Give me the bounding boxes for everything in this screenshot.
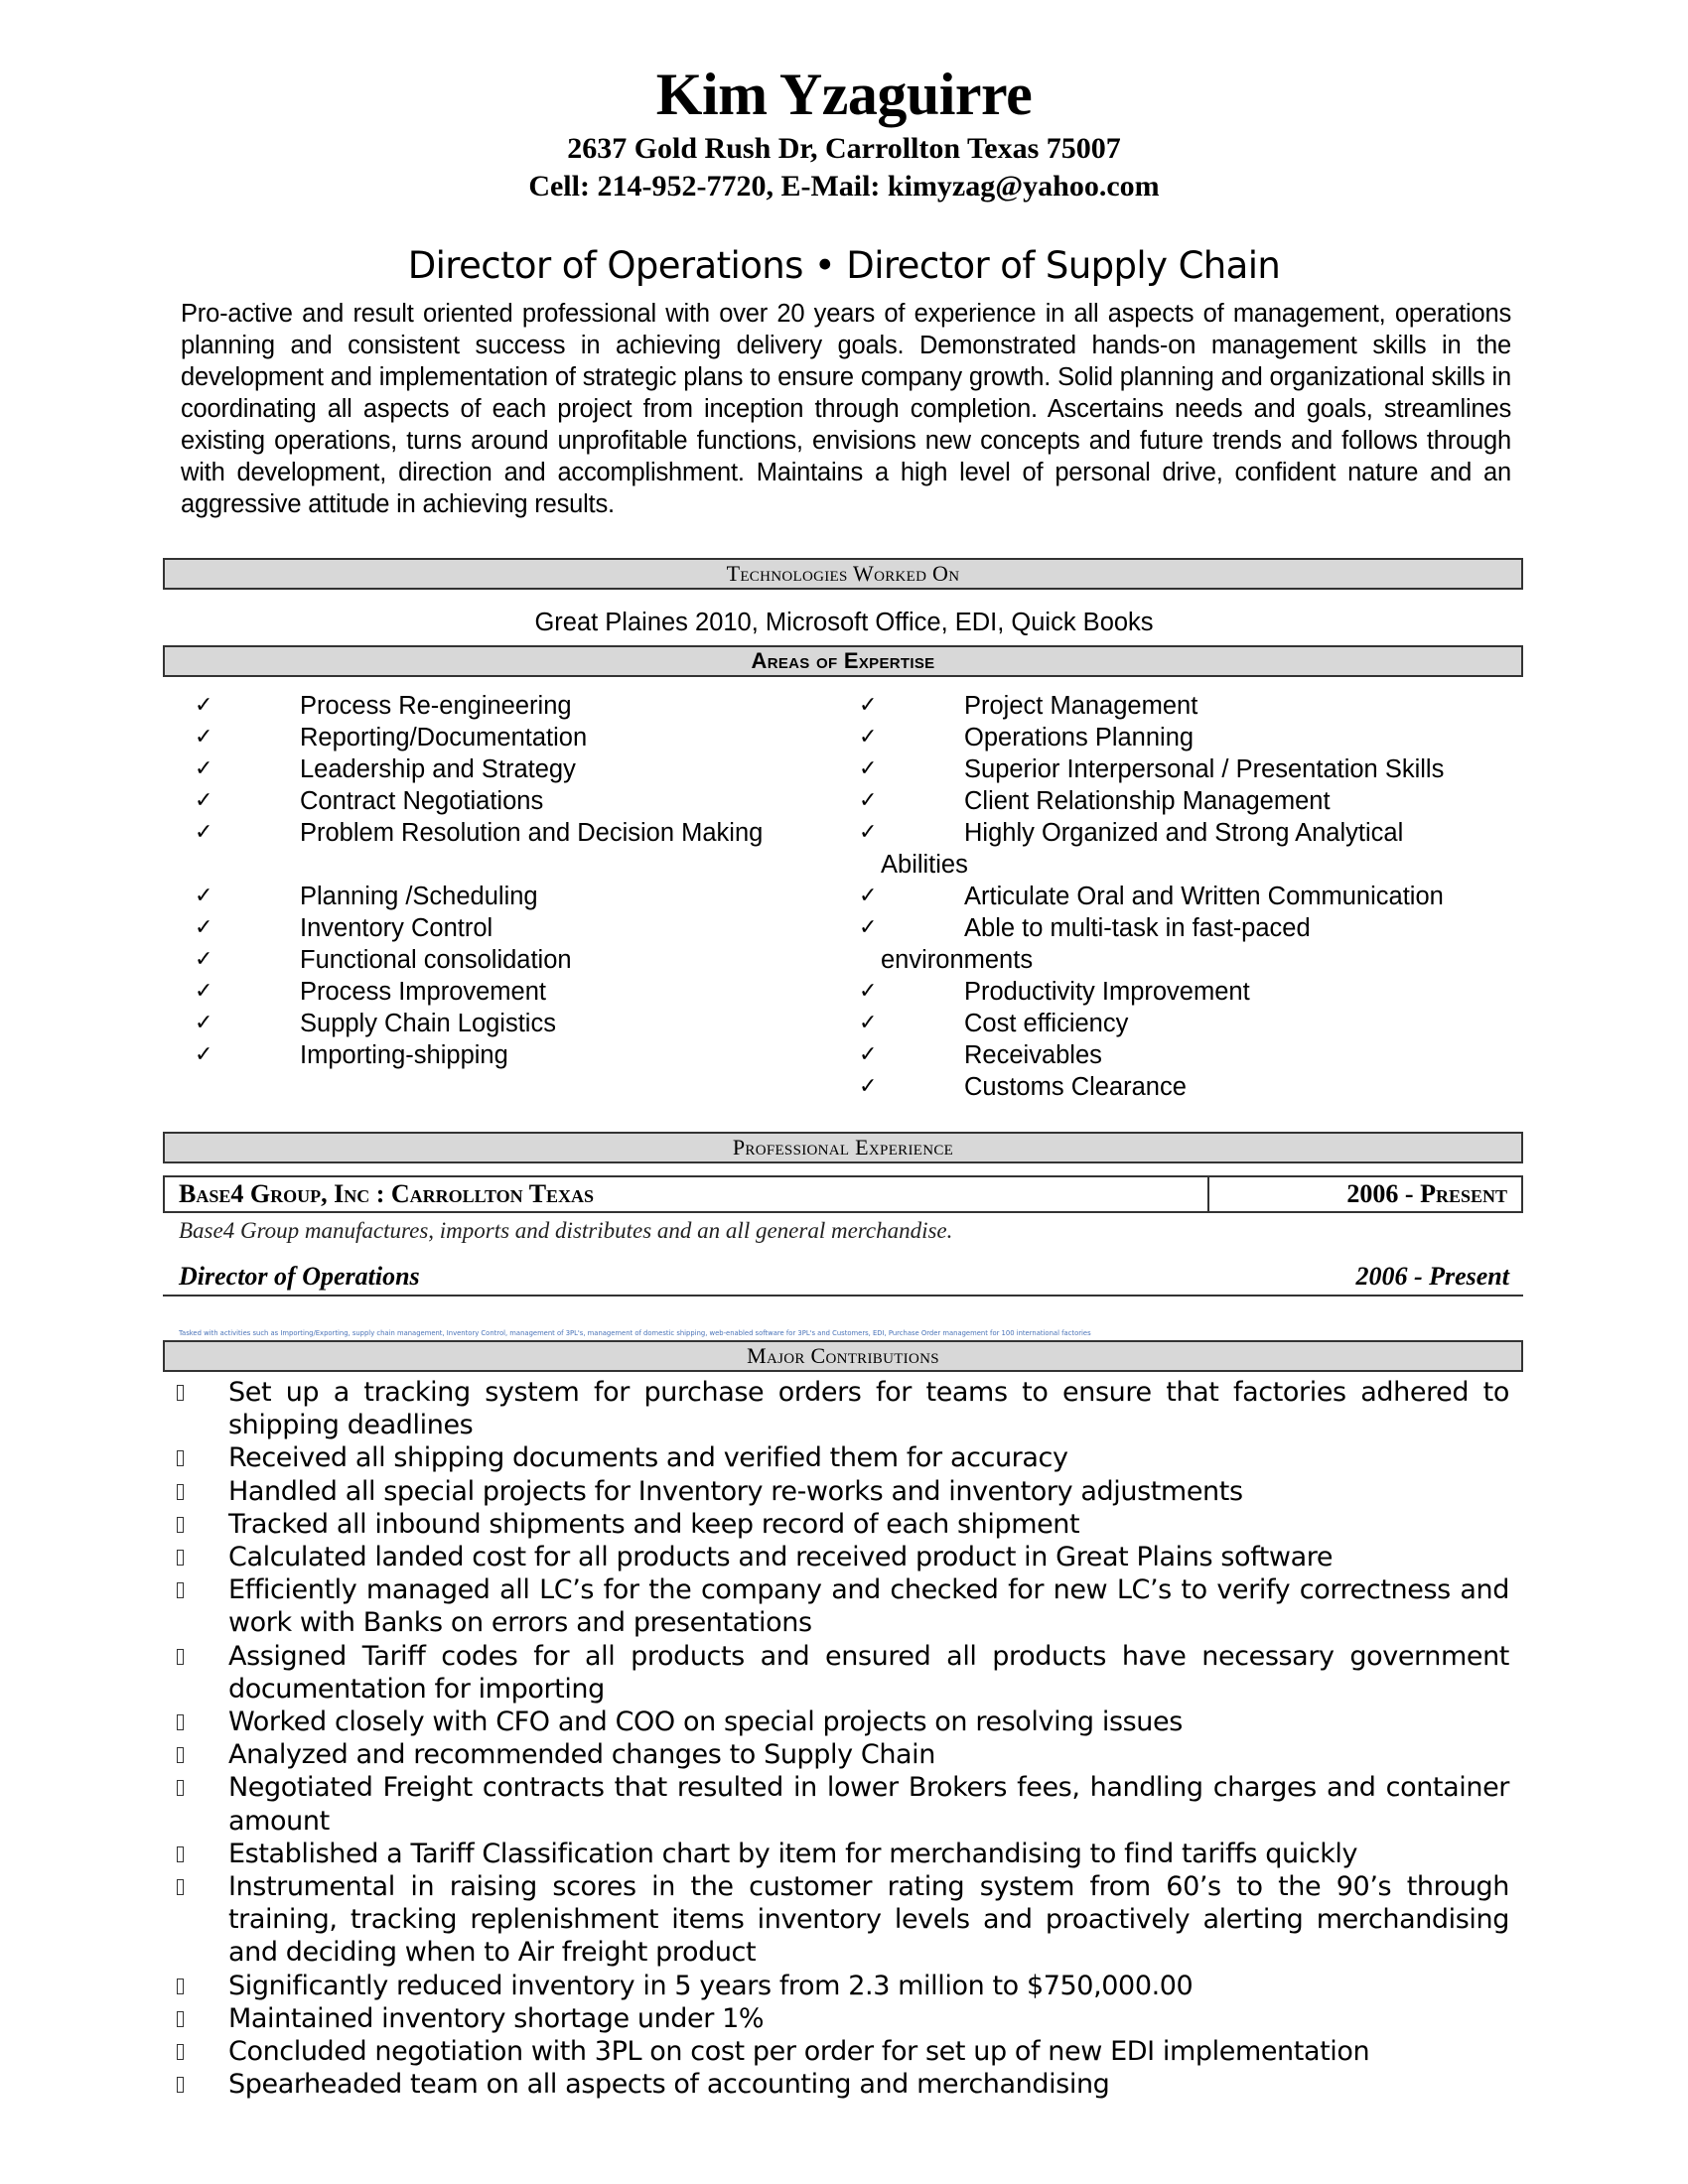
- expertise-item: ✓ Productivity Improvement: [859, 978, 1250, 1006]
- check-icon: ✓: [859, 820, 878, 845]
- check-icon: ✓: [859, 788, 878, 813]
- bullet-icon: [177, 1550, 184, 1566]
- check-icon: ✓: [195, 915, 213, 940]
- contribution-item: Set up a tracking system for purchase orders for teams to ensure that factories adhered to shipping deadlines: [175, 1376, 1509, 1441]
- contribution-item: Negotiated Freight contracts that resulted in lower Brokers fees, handling charges and container amount: [175, 1771, 1509, 1837]
- bullet-icon: [177, 1780, 184, 1796]
- headline: Director of Operations • Director of Supply Chain: [407, 244, 1281, 287]
- bullet-icon: [177, 1649, 184, 1665]
- contribution-item: Calculated landed cost for all products and received product in Great Plains software: [175, 1541, 1509, 1573]
- summary-paragraph: Pro-active and result oriented professional with over 20 years of experience in all aspects of management, operations planning and consistent success in achieving delivery goals. Demonstrated hands-on management skills in the development and implementation of strategic plans to ensure company growth. Solid planning and organizational skills in coordinating all aspects of each project from inception through completion. Ascertains needs and goals, streamlines existing operations, turns around unprofitable functions, envisions new concepts and future trends and follows through with development, direction and accomplishment. Maintains a high level of personal drive, confident nature and an aggressive attitude in achieving results.: [181, 300, 1511, 518]
- company-dates: 2006 - Present: [1346, 1179, 1507, 1208]
- expertise-item-continuation: environments: [881, 946, 1034, 974]
- expertise-item: ✓ Reporting/Documentation: [195, 724, 588, 751]
- expertise-item: ✓ Inventory Control: [195, 914, 493, 942]
- check-icon: ✓: [195, 1011, 213, 1035]
- check-icon: ✓: [195, 725, 213, 750]
- check-icon: ✓: [859, 1011, 878, 1035]
- contribution-item: Received all shipping documents and verified them for accuracy: [175, 1441, 1509, 1474]
- company-description: Base4 Group manufactures, imports and distributes and an all general merchandise.: [179, 1218, 953, 1243]
- job-company-box: [163, 1175, 1523, 1213]
- job-tasks-note: Tasked with activities such as Importing/Exporting, supply chain management, Inventory Control, management of 3PL's, management of domestic shipping, web-enabled software for 3PL's and Customers, EDI, Purchase Order management for 100 international factories: [179, 1329, 1091, 1337]
- expertise-item: ✓ Highly Organized and Strong Analytical: [859, 819, 1404, 847]
- expertise-item: ✓ Cost efficiency: [859, 1010, 1129, 1037]
- check-icon: ✓: [859, 725, 878, 750]
- expertise-item: ✓ Articulate Oral and Written Communication: [859, 883, 1444, 910]
- check-icon: ✓: [195, 820, 213, 845]
- bullet-icon: [177, 2077, 184, 2093]
- expertise-item: ✓ Importing-shipping: [195, 1041, 508, 1069]
- job-title: Director of Operations: [179, 1262, 420, 1291]
- bullet-icon: [177, 1747, 184, 1763]
- bullet-icon: [177, 1879, 184, 1895]
- expertise-item: ✓ Operations Planning: [859, 724, 1195, 751]
- expertise-item: ✓ Process Improvement: [195, 978, 547, 1006]
- check-icon: ✓: [859, 756, 878, 781]
- check-icon: ✓: [859, 884, 878, 908]
- contribution-item: Efficiently managed all LC’s for the company and checked for new LC’s to verify correctness and work with Banks on errors and presentations: [175, 1573, 1509, 1639]
- candidate-name: Kim Yzaguirre: [655, 62, 1033, 127]
- section-header-expertise: Areas of Expertise: [163, 645, 1523, 677]
- technologies-list: Great Plaines 2010, Microsoft Office, EDI, Quick Books: [534, 609, 1154, 636]
- check-icon: ✓: [195, 788, 213, 813]
- contribution-item: Handled all special projects for Inventory re-works and inventory adjustments: [175, 1475, 1509, 1508]
- expertise-item: ✓ Project Management: [859, 692, 1198, 720]
- bullet-icon: [177, 2011, 184, 2027]
- bullet-icon: [177, 1582, 184, 1598]
- check-icon: ✓: [195, 756, 213, 781]
- check-icon: ✓: [859, 915, 878, 940]
- contact-info: Cell: 214-952-7720, E-Mail: kimyzag@yahoo.com: [528, 170, 1160, 203]
- contribution-item: Maintained inventory shortage under 1%: [175, 2002, 1509, 2035]
- section-header-contributions: Major Contributions: [163, 1340, 1523, 1372]
- address: 2637 Gold Rush Dr, Carrollton Texas 75007: [567, 132, 1121, 165]
- expertise-item: ✓ Process Re-engineering: [195, 692, 572, 720]
- check-icon: ✓: [859, 1074, 878, 1099]
- expertise-item: ✓ Problem Resolution and Decision Making: [195, 819, 764, 847]
- expertise-item: ✓ Planning /Scheduling: [195, 883, 538, 910]
- divider: [1207, 1177, 1209, 1211]
- bullet-icon: [177, 1714, 184, 1730]
- section-header-technologies: Technologies Worked On: [163, 558, 1523, 590]
- check-icon: ✓: [195, 693, 213, 718]
- check-icon: ✓: [195, 884, 213, 908]
- expertise-item: ✓ Superior Interpersonal / Presentation Skills: [859, 755, 1445, 783]
- expertise-spacer: [195, 849, 840, 881]
- expertise-item-continuation: Abilities: [881, 851, 968, 879]
- contribution-item: Established a Tariff Classification chart by item for merchandising to find tariffs quickly: [175, 1838, 1509, 1870]
- role-dates: 2006 - Present: [1355, 1262, 1509, 1291]
- check-icon: ✓: [195, 979, 213, 1004]
- contribution-item: Tracked all inbound shipments and keep record of each shipment: [175, 1508, 1509, 1541]
- bullet-icon: [177, 1450, 184, 1466]
- company-name: Base4 Group, Inc : Carrollton Texas: [179, 1179, 595, 1208]
- expertise-item: ✓ Client Relationship Management: [859, 787, 1331, 815]
- expertise-item: ✓ Functional consolidation: [195, 946, 572, 974]
- bullet-icon: [177, 1484, 184, 1500]
- contribution-item: Assigned Tariff codes for all products and ensured all products have necessary government documentation for importing: [175, 1640, 1509, 1706]
- contribution-item: Concluded negotiation with 3PL on cost per order for set up of new EDI implementation: [175, 2035, 1509, 2068]
- bullet-icon: [177, 2044, 184, 2060]
- check-icon: ✓: [859, 1042, 878, 1067]
- expertise-item: ✓ Leadership and Strategy: [195, 755, 576, 783]
- contribution-item: Instrumental in raising scores in the customer rating system from 60’s to the 90’s through training, tracking replenishment items inventory levels and proactively alerting merchandising and deciding when to Air freight product: [175, 1870, 1509, 1970]
- bullet-icon: [177, 1979, 184, 1994]
- expertise-left-column: [195, 690, 840, 1071]
- check-icon: ✓: [195, 1042, 213, 1067]
- contributions-list: [175, 1376, 1525, 2101]
- job-role-row: [163, 1259, 1523, 1297]
- contribution-item: Worked closely with CFO and COO on special projects on resolving issues: [175, 1706, 1509, 1738]
- expertise-right-column: [859, 690, 1534, 1103]
- check-icon: ✓: [859, 979, 878, 1004]
- bullet-icon: [177, 1846, 184, 1862]
- bullet-icon: [177, 1517, 184, 1533]
- expertise-item: ✓ Receivables: [859, 1041, 1102, 1069]
- check-icon: ✓: [859, 693, 878, 718]
- contribution-item: Analyzed and recommended changes to Supply Chain: [175, 1738, 1509, 1771]
- check-icon: ✓: [195, 947, 213, 972]
- expertise-item: ✓ Able to multi-task in fast-paced: [859, 914, 1311, 942]
- bullet-icon: [177, 1385, 184, 1401]
- section-header-experience: Professional Experience: [163, 1132, 1523, 1163]
- expertise-item: ✓ Supply Chain Logistics: [195, 1010, 556, 1037]
- expertise-item: ✓ Contract Negotiations: [195, 787, 544, 815]
- contribution-item: Significantly reduced inventory in 5 years from 2.3 million to $750,000.00: [175, 1970, 1509, 2002]
- contribution-item: Spearheaded team on all aspects of accounting and merchandising: [175, 2068, 1509, 2101]
- expertise-item: ✓ Customs Clearance: [859, 1073, 1187, 1101]
